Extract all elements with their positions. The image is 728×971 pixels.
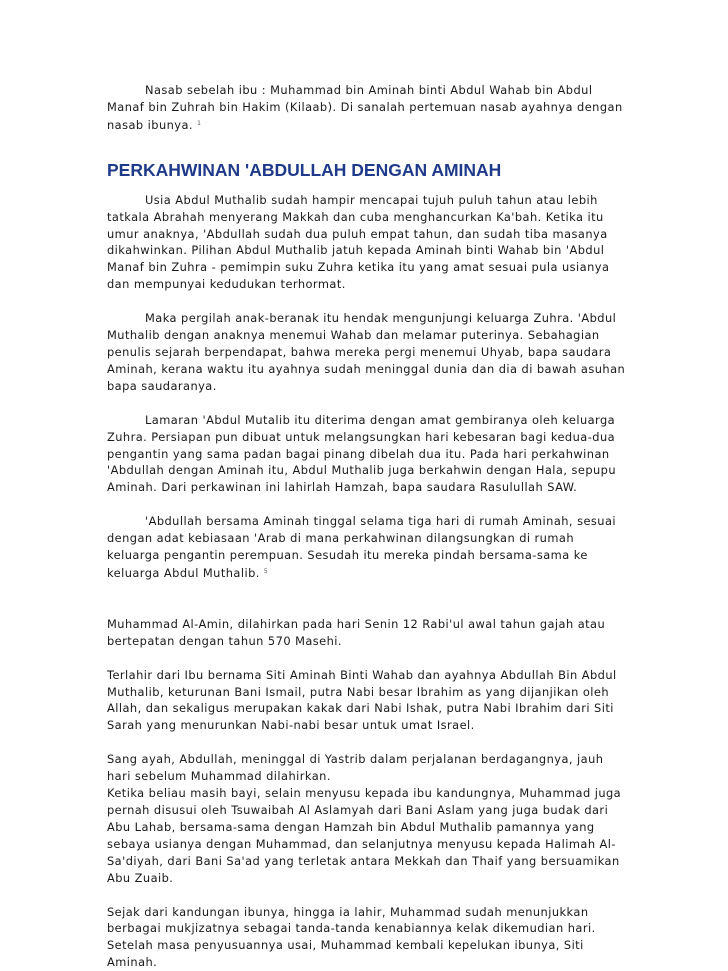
body-paragraph — [107, 513, 627, 582]
footnote-marker: 1 — [197, 119, 201, 127]
body-paragraph: Lamaran 'Abdul Mutalib itu diterima dengan amat gembiranya oleh keluarga Zuhra. Persiapan pun dibuat untuk melangsungkan hari kebesaran bagi kedua-dua pengantin yang sama padan bagai pinang dibelah dua itu. Pada hari perkahwinan 'Abdullah dengan Aminah itu, Abdul Muthalib juga berkahwin dengan Hala, sepupu Aminah. Dari perkawinan ini lahirlah Hamzah, bapa saudara Rasulullah SAW. — [107, 412, 617, 495]
body-paragraph: Muhammad Al-Amin, dilahirkan pada hari Senin 12 Rabi'ul awal tahun gajah atau bertepatan dengan tahun 570 Masehi. — [107, 616, 606, 648]
document-page — [107, 82, 627, 971]
footnote-marker: 5 — [263, 567, 268, 575]
body-paragraph: Maka pergilah anak-beranak itu hendak mengunjungi keluarga Zuhra. 'Abdul Muthalib dengan anaknya menemui Wahab dan melamar puterinya. Sebahagian penulis sejarah berpendapat, bahwa mereka pergi menemui Uhyab, bapa saudara Aminah, kerana waktu itu ayahnya sudah meninggal dunia dan dia di bawah asuhan bapa saudaranya. — [107, 311, 626, 393]
body-paragraph: Terlahir dari Ibu bernama Siti Aminah Binti Wahab dan ayahnya Abdullah Bin Abdul Muthalib, keturunan Bani Ismail, putra Nabi besar Ibrahim as yang dijanjikan oleh Allah, dan sekaligus merupakan kakak dari Nabi Ishak, putra Nabi Ibrahim dari Siti Sarah yang menurunkan Nabi-nabi besar untuk umat Israel. — [107, 667, 617, 733]
section-heading: PERKAHWINAN 'ABDULLAH DENGAN AMINAH — [107, 159, 502, 180]
body-paragraph: Sejak dari kandungan ibunya, hingga ia lahir, Muhammad sudah menunjukkan berbagai mukjizatnya sebagai tanda-tanda kenabiannya kelak dikemudian hari. Setelah masa penyusuannya usai, Muhammad kembali kepelukan ibunya, Siti Aminah. — [107, 904, 596, 970]
body-text: 'Abdullah bersama Aminah tinggal selama tiga hari di rumah Aminah, sesuai dengan adat kebiasaan 'Arab di mana perkahwinan dilangsungkan di rumah keluarga pengantin perempuan. Sesudah itu mereka pindah bersama-sama ke keluarga Abdul Muthalib. — [107, 514, 617, 580]
intro-paragraph — [107, 82, 627, 134]
intro-text: Nasab sebelah ibu : Muhammad bin Aminah binti Abdul Wahab bin Abdul Manaf bin Zuhrah bin Hakim (Kilaab). Di sanalah pertemuan nasab ayahnya dengan nasab ibunya. — [107, 83, 623, 132]
body-paragraph: Sang ayah, Abdullah, meninggal di Yastrib dalam perjalanan berdagangnya, jauh hari sebelum Muhammad dilahirkan. — [107, 752, 604, 784]
body-paragraph: Usia Abdul Muthalib sudah hampir mencapai tujuh puluh tahun atau lebih tatkala Abrahah menyerang Makkah dan cuba menghancurkan Ka'bah. Ketika itu umur anaknya, 'Abdullah sudah dua puluh empat tahun, dan sudah tiba masanya dikahwinkan. Pilihan Abdul Muthalib jatuh kepada Aminah binti Wahab bin 'Abdul Manaf bin Zuhra - pemimpin suku Zuhra ketika itu yang amat sesuai pula usianya dan mempunyai kedudukan terhormat. — [107, 192, 610, 292]
body-paragraph: Ketika beliau masih bayi, selain menyusu kepada ibu kandungnya, Muhammad juga pernah disusui oleh Tsuwaibah Al Aslamyah dari Bani Aslam yang juga budak dari Abu Lahab, bersama-sama dengan Hamzah bin Abdul Muthalib pamannya yang sebaya usianya dengan Muhammad, dan selanjutnya menyusu kepada Halimah Al-Sa'diyah, dari Bani Sa'ad yang terletak antara Mekkah dan Thaif yang bersuamikan Abu Zuaib. — [107, 786, 622, 885]
